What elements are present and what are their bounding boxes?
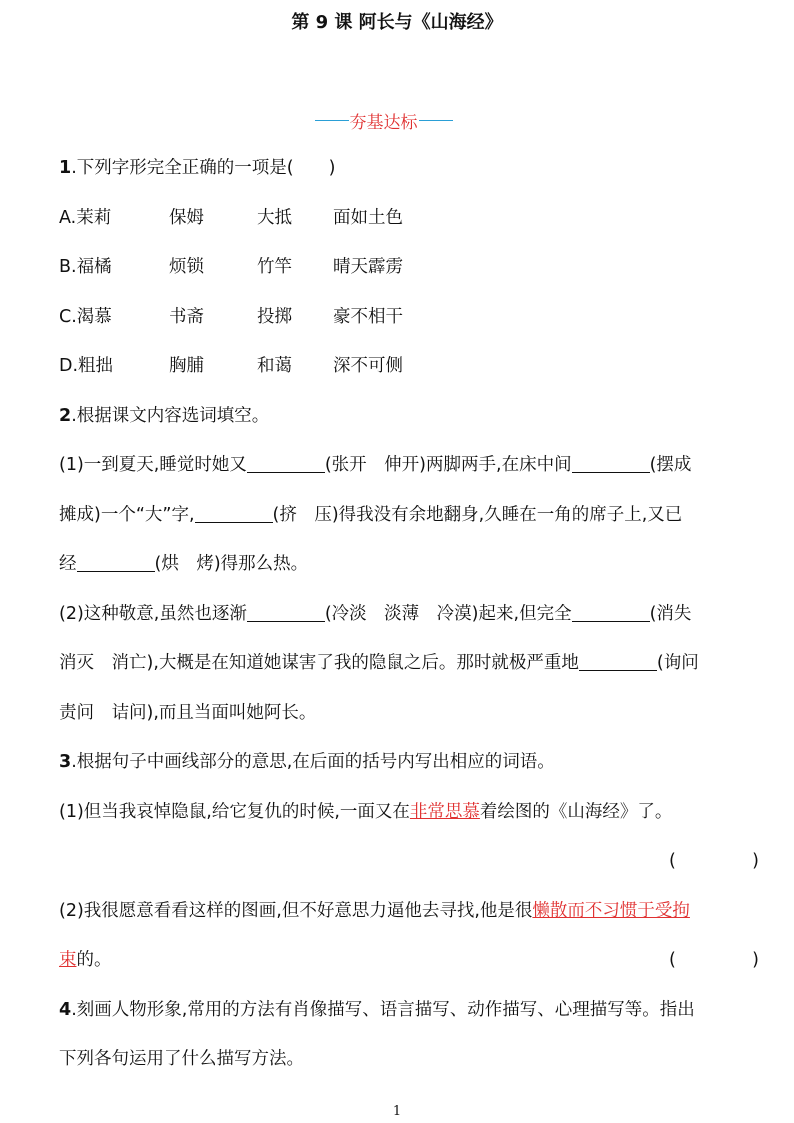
q2-p1-line2 [59, 491, 759, 541]
q3-stem [59, 738, 759, 788]
q2-text: .根据课文内容选词填空。 [71, 405, 270, 426]
option-word: 深不可侧 [333, 356, 403, 376]
text-run: 经 [59, 554, 77, 574]
section-line-left [315, 120, 349, 121]
text-run: 的。 [76, 950, 112, 970]
q2-p2-line2 [59, 639, 759, 689]
fill-blank[interactable] [195, 521, 273, 523]
section-header [0, 108, 767, 133]
fill-blank[interactable] [77, 570, 155, 572]
fill-blank[interactable] [572, 471, 650, 473]
fill-blank[interactable] [247, 471, 325, 473]
q1-stem [59, 144, 759, 194]
exercise-content [59, 144, 759, 1085]
option-word: 豪不相干 [333, 306, 403, 327]
option-word: D.粗拙 [59, 356, 114, 376]
q1-option-a [59, 194, 759, 244]
paren-open: ( [669, 851, 676, 871]
text-run: (2)这种敬意,虽然也逐渐 [59, 603, 247, 624]
q2-p1-line1 [59, 441, 759, 491]
text-run: 责问 诘问),而且当面叫她阿长。 [59, 702, 317, 723]
section-label: 夯基达标 [349, 113, 418, 133]
q2-number: 2 [59, 405, 72, 426]
option-word: 胸脯 [169, 356, 204, 376]
text-run: (张开 伸开)两脚两手,在床中间 [324, 455, 572, 475]
fill-blank[interactable] [579, 669, 657, 671]
text-run: 消灭 消亡),大概是在知道她谋害了我的隐鼠之后。那时就极严重地 [59, 653, 579, 673]
option-word: 大抵 [257, 207, 292, 228]
page-title: 第 9 课 阿长与《山海经》 [291, 12, 503, 33]
section-line-right [419, 120, 453, 121]
option-word: 和蔼 [257, 356, 292, 376]
q4-text-continued: 下列各句运用了什么描写方法。 [59, 1049, 304, 1069]
q1-option-c [59, 293, 759, 343]
q3-s1 [59, 788, 759, 838]
text-run: (询问 [656, 653, 699, 673]
option-word: 投掷 [257, 306, 292, 327]
q1-text: .下列字形完全正确的一项是( ) [71, 158, 336, 178]
q4-text: .刻画人物形象,常用的方法有肖像描写、语言描写、动作描写、心理描写等。指出 [71, 999, 695, 1020]
q1-option-b [59, 243, 759, 293]
q1-number: 1 [59, 158, 72, 178]
option-word: B.福橘 [59, 257, 112, 277]
q2-p2-line1 [59, 590, 759, 640]
option-word: C.渴慕 [59, 306, 112, 327]
text-run: (烘 烤)得那么热。 [154, 554, 309, 574]
option-word: 面如土色 [333, 207, 403, 228]
text-run: (消失 [649, 603, 692, 624]
paren-close: ) [752, 950, 759, 970]
option-word: 烦锁 [169, 257, 204, 277]
q1-option-d [59, 342, 759, 392]
q4-stem-line2 [59, 1035, 759, 1085]
option-word: A.茉莉 [59, 207, 112, 228]
underlined-phrase: 束 [59, 950, 77, 970]
answer-parentheses[interactable] [669, 837, 759, 887]
underlined-phrase: 懒散而不习惯于受拘 [532, 900, 690, 921]
text-run: (摆成 [649, 455, 692, 475]
q4-stem-line1 [59, 986, 759, 1036]
text-run: 摊成)一个“大”字, [59, 504, 195, 525]
paren-close: ) [752, 851, 759, 871]
paren-open: ( [669, 950, 676, 970]
q2-p2-line3 [59, 689, 759, 739]
text-run: (2)我很愿意看看这样的图画,但不好意思力逼他去寻找,他是很 [59, 900, 533, 921]
option-word: 晴天霹雳 [333, 257, 403, 277]
fill-blank[interactable] [247, 620, 325, 622]
text-run: 着绘图的《山海经》了。 [479, 801, 673, 822]
text-run: (冷淡 淡薄 冷漠)起来,但完全 [324, 603, 572, 624]
q3-number: 3 [59, 752, 72, 772]
underlined-phrase: 非常思慕 [409, 801, 480, 822]
page-number: 1 [392, 1104, 402, 1119]
text-run: (1)但当我哀悼隐鼠,给它复仇的时候,一面又在 [59, 801, 410, 822]
fill-blank[interactable] [572, 620, 650, 622]
q2-stem [59, 392, 759, 442]
q2-p1-line3 [59, 540, 759, 590]
q3-s2-line1 [59, 887, 759, 937]
option-word: 竹竿 [257, 257, 292, 277]
option-word: 书斋 [169, 306, 204, 327]
text-run: (1)一到夏天,睡觉时她又 [59, 455, 247, 475]
option-word: 保姆 [169, 207, 204, 228]
text-run: (挤 压)得我没有余地翻身,久睡在一角的席子上,又已 [272, 504, 683, 525]
q3-text: .根据句子中画线部分的意思,在后面的括号内写出相应的词语。 [71, 752, 555, 772]
q3-s2-line2 [59, 936, 759, 986]
q4-number: 4 [59, 999, 72, 1020]
answer-parentheses[interactable] [669, 936, 759, 986]
q3-s1-answer-row [59, 837, 759, 887]
